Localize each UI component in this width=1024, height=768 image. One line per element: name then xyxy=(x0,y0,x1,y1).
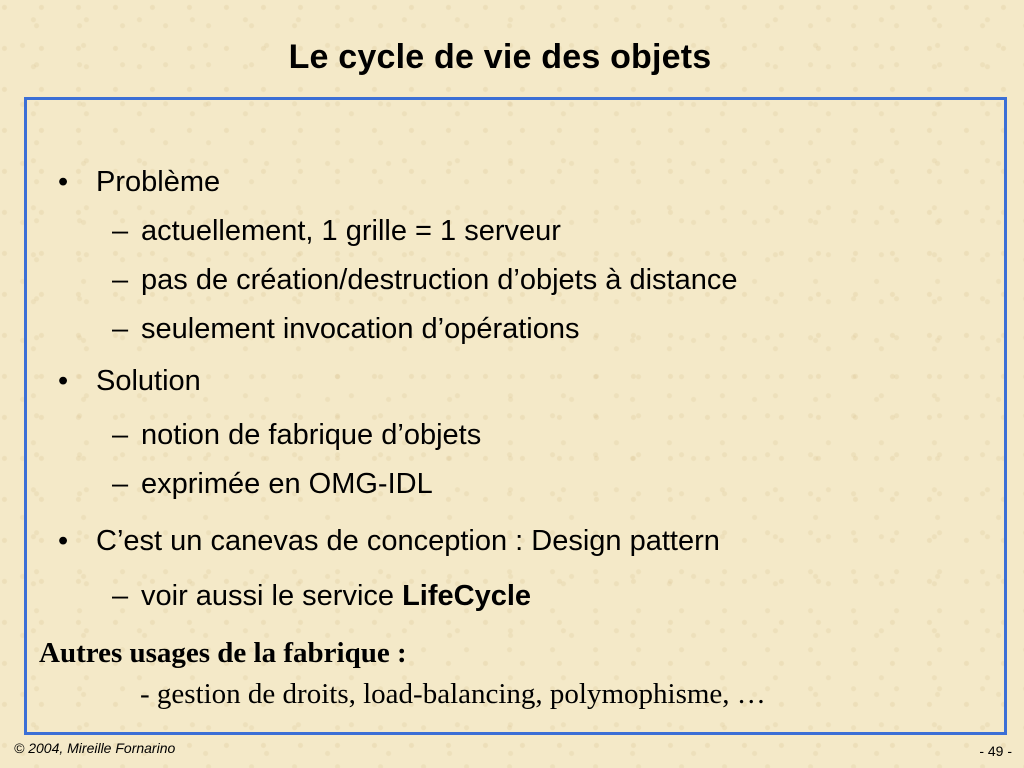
other-usages-title: Autres usages de la fabrique : xyxy=(39,637,407,669)
subitem-text: voir aussi le service xyxy=(141,580,403,612)
page-number: - 49 - xyxy=(979,743,1012,759)
bullet-text: Problème xyxy=(96,166,221,198)
dash-marker: – xyxy=(112,313,129,345)
subitem xyxy=(112,468,433,501)
bullet-text: C’est un canevas de conception : Design pattern xyxy=(96,525,720,557)
dash-marker: – xyxy=(112,215,129,247)
subitem xyxy=(112,580,531,613)
subitem xyxy=(112,313,580,346)
subitem-text: notion de fabrique d’objets xyxy=(141,419,482,451)
lifecycle-keyword: LifeCycle xyxy=(402,580,532,612)
subitem-text: pas de création/destruction d’objets à distance xyxy=(141,264,738,296)
dash-marker: – xyxy=(112,580,129,612)
other-usages-item: - gestion de droits, load-balancing, polymophisme, … xyxy=(140,678,766,710)
subitem xyxy=(112,264,737,297)
bullet-solution xyxy=(58,365,201,398)
bullet-text: Solution xyxy=(96,365,201,397)
bullet-marker: • xyxy=(58,525,69,557)
bullet-canevas xyxy=(58,525,720,558)
subitem-text: seulement invocation d’opérations xyxy=(141,313,580,345)
slide-title: Le cycle de vie des objets xyxy=(288,38,712,76)
footer-copyright: © 2004, Mireille Fornarino xyxy=(14,740,176,756)
subitem-text: actuellement, 1 grille = 1 serveur xyxy=(141,215,561,247)
subitem xyxy=(112,419,481,452)
dash-marker: – xyxy=(112,264,129,296)
bullet-marker: • xyxy=(58,365,69,397)
subitem xyxy=(112,215,561,248)
bullet-marker: • xyxy=(58,166,69,198)
bullet-probleme xyxy=(58,166,220,199)
subitem-text: exprimée en OMG-IDL xyxy=(141,468,433,500)
dash-marker: – xyxy=(112,419,129,451)
dash-marker: – xyxy=(112,468,129,500)
